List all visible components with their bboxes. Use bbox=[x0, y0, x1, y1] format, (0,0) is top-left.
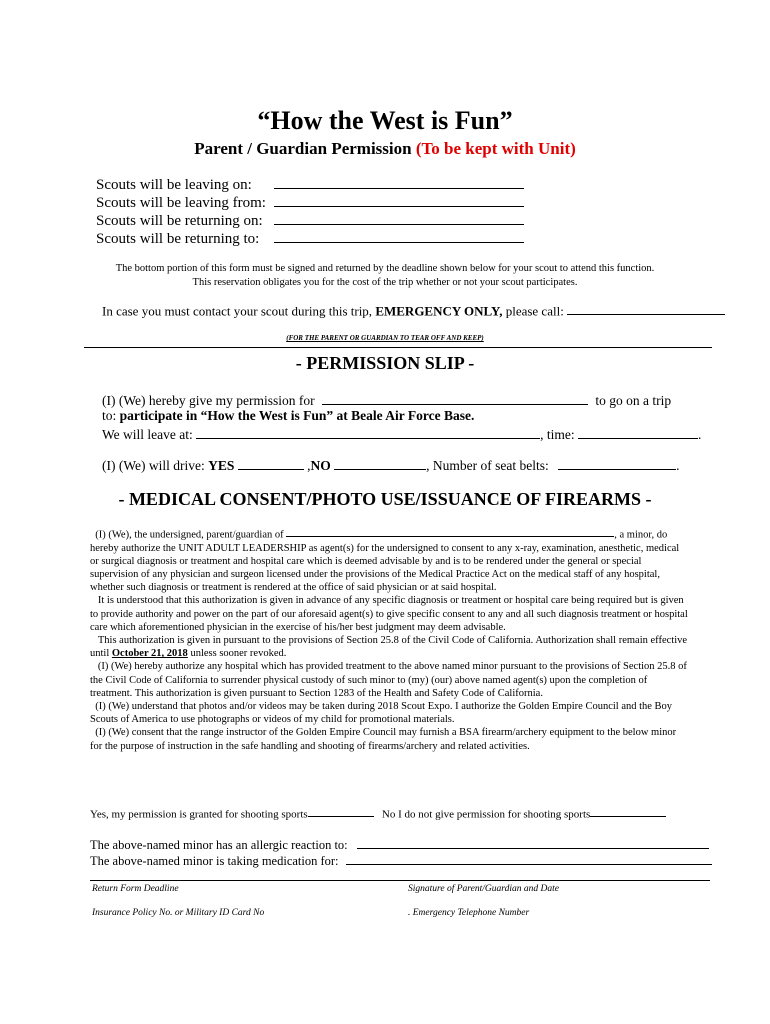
seat-belts-field[interactable] bbox=[558, 456, 676, 470]
time-label: , time: bbox=[540, 426, 575, 442]
emergency-suffix: please call: bbox=[505, 303, 564, 319]
drive-row bbox=[102, 456, 680, 474]
drive-yes-label: YES bbox=[208, 457, 235, 473]
medical-consent-body bbox=[90, 527, 690, 753]
drive-no-field[interactable] bbox=[334, 456, 426, 470]
medication-label: The above-named minor is taking medication for: bbox=[90, 853, 339, 868]
tear-off-divider bbox=[84, 347, 712, 348]
permission-line-3 bbox=[102, 425, 701, 443]
parent-signature-label: Signature of Parent/Guardian and Date bbox=[408, 884, 559, 894]
returning-to-field[interactable] bbox=[274, 228, 524, 243]
medication-row bbox=[90, 852, 712, 869]
drive-no-label: NO bbox=[310, 457, 331, 473]
consent-advance-text: It is understood that this authorization is given in advance of any specific diagnosis or treatment or hospital care being required but is given to provide authority and power on the part of our aforesaid agent(s) to give specific consent to any and all such diagnosis treatment or hospital care which aforementioned physician in the exercise of his/her best judgment may deem advisable. bbox=[90, 595, 688, 633]
consent-a-label: , a bbox=[614, 529, 625, 541]
tear-off-note: (FOR THE PARENT OR GUARDIAN TO TEAR OFF AND KEEP) bbox=[286, 334, 484, 342]
consent-paragraph-3 bbox=[90, 634, 690, 660]
drive-separator: , bbox=[307, 457, 311, 473]
consent-authorize-text: minor, do hereby authorize the UNIT ADULT LEADERSHIP as agent(s) for the undersigned to consent to any x-ray, examination, anesthetic, medical or surgical diagnosis or treatment and hospital care which is deemed advisable by and is to be rendered under the general or special supervision of any physician and surgeon licensed under the provisions of the Medical Practice Act on the medical staff of any hospital, whether such diagnosis or treatment is rendered at the office of said physician or at said hospital. bbox=[90, 529, 680, 594]
leaving-on-label: Scouts will be leaving on: bbox=[96, 177, 252, 194]
consent-expiry-date: October 21, 2018 bbox=[111, 648, 188, 660]
emergency-contact-row bbox=[102, 302, 725, 319]
subtitle-keep-note: (To be kept with Unit) bbox=[415, 139, 576, 158]
consent-paragraph-2 bbox=[90, 594, 690, 634]
form-title: “How the West is Fun” bbox=[257, 106, 513, 135]
line-3-period: . bbox=[698, 426, 702, 442]
go-on-trip-label: to go on a trip bbox=[595, 392, 672, 408]
leave-at-field[interactable] bbox=[196, 425, 540, 439]
leaving-from-label: Scouts will be leaving from: bbox=[96, 195, 266, 212]
notice-line-2: This reservation obligates you for the cost of the trip whether or not your scout participates. bbox=[192, 277, 578, 288]
returning-to-row bbox=[96, 228, 524, 248]
consent-revoked-text: unless sooner revoked. bbox=[190, 648, 287, 660]
seat-belts-label: , Number of seat belts: bbox=[426, 457, 549, 473]
shooting-no-label: No I do not give permission for shooting sports bbox=[381, 808, 591, 821]
consent-paragraph-5 bbox=[90, 700, 690, 726]
permission-for-label: (I) (We) hereby give my permission for bbox=[102, 392, 315, 408]
allergy-field[interactable] bbox=[357, 836, 709, 849]
will-drive-label: (I) (We) will drive: bbox=[102, 457, 205, 473]
consent-guardian-label: (I) (We), the undersigned, parent/guardian of bbox=[95, 529, 284, 541]
returning-on-field[interactable] bbox=[274, 210, 524, 225]
signature-line[interactable] bbox=[90, 880, 710, 881]
subtitle-main: Parent / Guardian Permission bbox=[194, 139, 412, 158]
returning-on-label: Scouts will be returning on: bbox=[96, 213, 263, 230]
consent-paragraph-6 bbox=[90, 726, 690, 752]
scout-name-field[interactable] bbox=[322, 391, 588, 405]
medical-consent-heading: - MEDICAL CONSENT/PHOTO USE/ISSUANCE OF FIREARMS - bbox=[118, 489, 652, 509]
consent-hospital-text: (I) (We) hereby authorize any hospital which has provided treatment to the above named minor pursuant to the provisions of Section 25.8 of the Civil Code of California to surrender physical custody of such minor to (my) (our) above named agent(s) upon the completion of treatment. This authorization is given pursuant to Section 1283 of the Health and Safety Code of California. bbox=[90, 661, 687, 699]
shooting-yes-label: Yes, my permission is granted for shooting sports bbox=[90, 808, 308, 821]
consent-paragraph-4 bbox=[90, 660, 690, 700]
emergency-phone-field[interactable] bbox=[567, 302, 725, 315]
trip-to-label: to: bbox=[102, 408, 117, 423]
consent-firearms-text: (I) (We) consent that the range instructor of the Golden Empire Council may furnish a BSA firearm/archery equipment to the below minor for the purpose of instruction in the safe handling and shooting of firearms/archery and related activities. bbox=[90, 727, 677, 752]
allergy-row bbox=[90, 836, 709, 853]
permission-line-1 bbox=[102, 391, 671, 409]
permission-line-2 bbox=[102, 408, 474, 424]
shooting-no-field[interactable] bbox=[590, 806, 666, 817]
notice-line-1: The bottom portion of this form must be signed and returned by the deadline shown below for your scout to attend this function. bbox=[115, 263, 655, 274]
emergency-only-label: EMERGENCY ONLY, bbox=[375, 303, 503, 319]
returning-to-label: Scouts will be returning to: bbox=[96, 231, 260, 248]
allergy-label: The above-named minor has an allergic reaction to: bbox=[90, 837, 348, 852]
leaving-on-field[interactable] bbox=[274, 174, 524, 189]
leave-at-label: We will leave at: bbox=[102, 426, 193, 442]
emergency-phone-label: . Emergency Telephone Number bbox=[408, 908, 530, 918]
shooting-yes-field[interactable] bbox=[308, 806, 374, 817]
consent-paragraph-1 bbox=[90, 527, 690, 594]
consent-photo-text: (I) (We) understand that photos and/or videos may be taken during 2018 Scout Expo. I authorize the Golden Empire Council and the Boy Scouts of America to use photographs or videos of my child for promotional materials. bbox=[90, 701, 673, 726]
time-field[interactable] bbox=[578, 425, 698, 439]
leaving-from-field[interactable] bbox=[274, 192, 524, 207]
form-subtitle bbox=[0, 139, 770, 159]
emergency-prefix: In case you must contact your scout during this trip, bbox=[102, 303, 373, 319]
medication-field[interactable] bbox=[346, 852, 712, 865]
trip-destination: participate in “How the West is Fun” at Beale Air Force Base. bbox=[119, 408, 475, 423]
drive-yes-field[interactable] bbox=[238, 456, 304, 470]
return-deadline-label: Return Form Deadline bbox=[92, 884, 179, 894]
drive-period: . bbox=[676, 457, 680, 473]
shooting-sports-row bbox=[90, 806, 666, 820]
permission-slip-heading: - PERMISSION SLIP - bbox=[295, 353, 475, 373]
minor-name-field[interactable] bbox=[286, 527, 614, 537]
consent-effective-text: This authorization is given in pursuant to the provisions of Section 25.8 of the Civil Code of California. Authorization shall remain effective until bbox=[90, 635, 688, 660]
insurance-label: Insurance Policy No. or Military ID Card No bbox=[92, 908, 265, 918]
